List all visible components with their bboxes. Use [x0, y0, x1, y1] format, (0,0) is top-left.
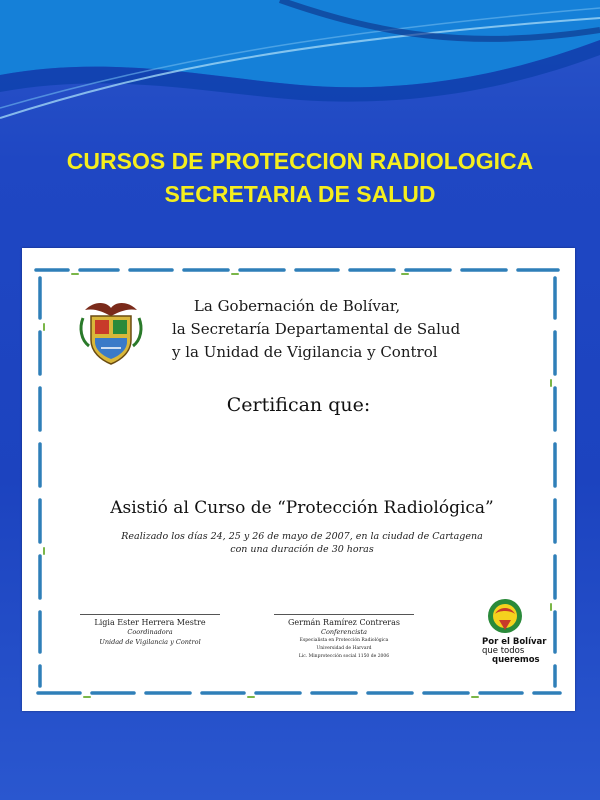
- signer-unit: Unidad de Vigilancia y Control: [99, 638, 201, 646]
- header-swoosh-decoration: [0, 0, 600, 130]
- course-title: Asistió al Curso de “Protección Radiológica”: [110, 498, 494, 518]
- details-line-1: Realizado los días 24, 25 y 26 de mayo de 2007, en la ciudad de Cartagena: [121, 531, 483, 542]
- certify-heading: Certifican que:: [226, 394, 371, 416]
- signer-name: Germán Ramírez Contreras: [288, 618, 400, 627]
- signer-university: Universidad de Harvard: [316, 646, 372, 651]
- slogan-line-2: que todos: [482, 646, 525, 656]
- course-details: [62, 530, 542, 556]
- slide-title: [0, 145, 600, 211]
- signer-role: Coordinadora: [127, 628, 173, 636]
- issuer-line-1: La Gobernación de Bolívar,: [193, 297, 401, 315]
- bolivar-logo-icon: [485, 596, 525, 640]
- slide-title-line2: SECRETARIA DE SALUD: [164, 181, 436, 207]
- signature-block-coordinator: [80, 614, 220, 647]
- issuer-line-3: y la Unidad de Vigilancia y Control: [172, 343, 438, 361]
- signature-block-lecturer: [274, 614, 414, 661]
- bolivar-logo: [480, 596, 550, 676]
- signer-name: Ligia Ester Herrera Mestre: [94, 618, 206, 627]
- issuer-text: [172, 295, 461, 364]
- details-line-2: con una duración de 30 horas: [230, 544, 374, 555]
- issuer-line-2: la Secretaría Departamental de Salud: [172, 320, 461, 338]
- signer-role: Conferencista: [320, 628, 367, 636]
- coat-of-arms-icon: [77, 296, 145, 366]
- slogan-line-1: Por el Bolívar: [482, 637, 547, 647]
- slide-title-line1: CURSOS DE PROTECCION RADIOLOGICA: [66, 148, 534, 174]
- signature-line: [80, 614, 220, 615]
- signature-line: [274, 614, 414, 615]
- signer-license: Lic. Minprotección social 1150 de 2006: [298, 654, 390, 659]
- logo-slogan: [480, 638, 550, 665]
- certificate-image: [22, 248, 575, 711]
- slogan-line-3: queremos: [492, 655, 540, 665]
- signer-specialty: Especialista en Protección Radiológica: [299, 638, 389, 643]
